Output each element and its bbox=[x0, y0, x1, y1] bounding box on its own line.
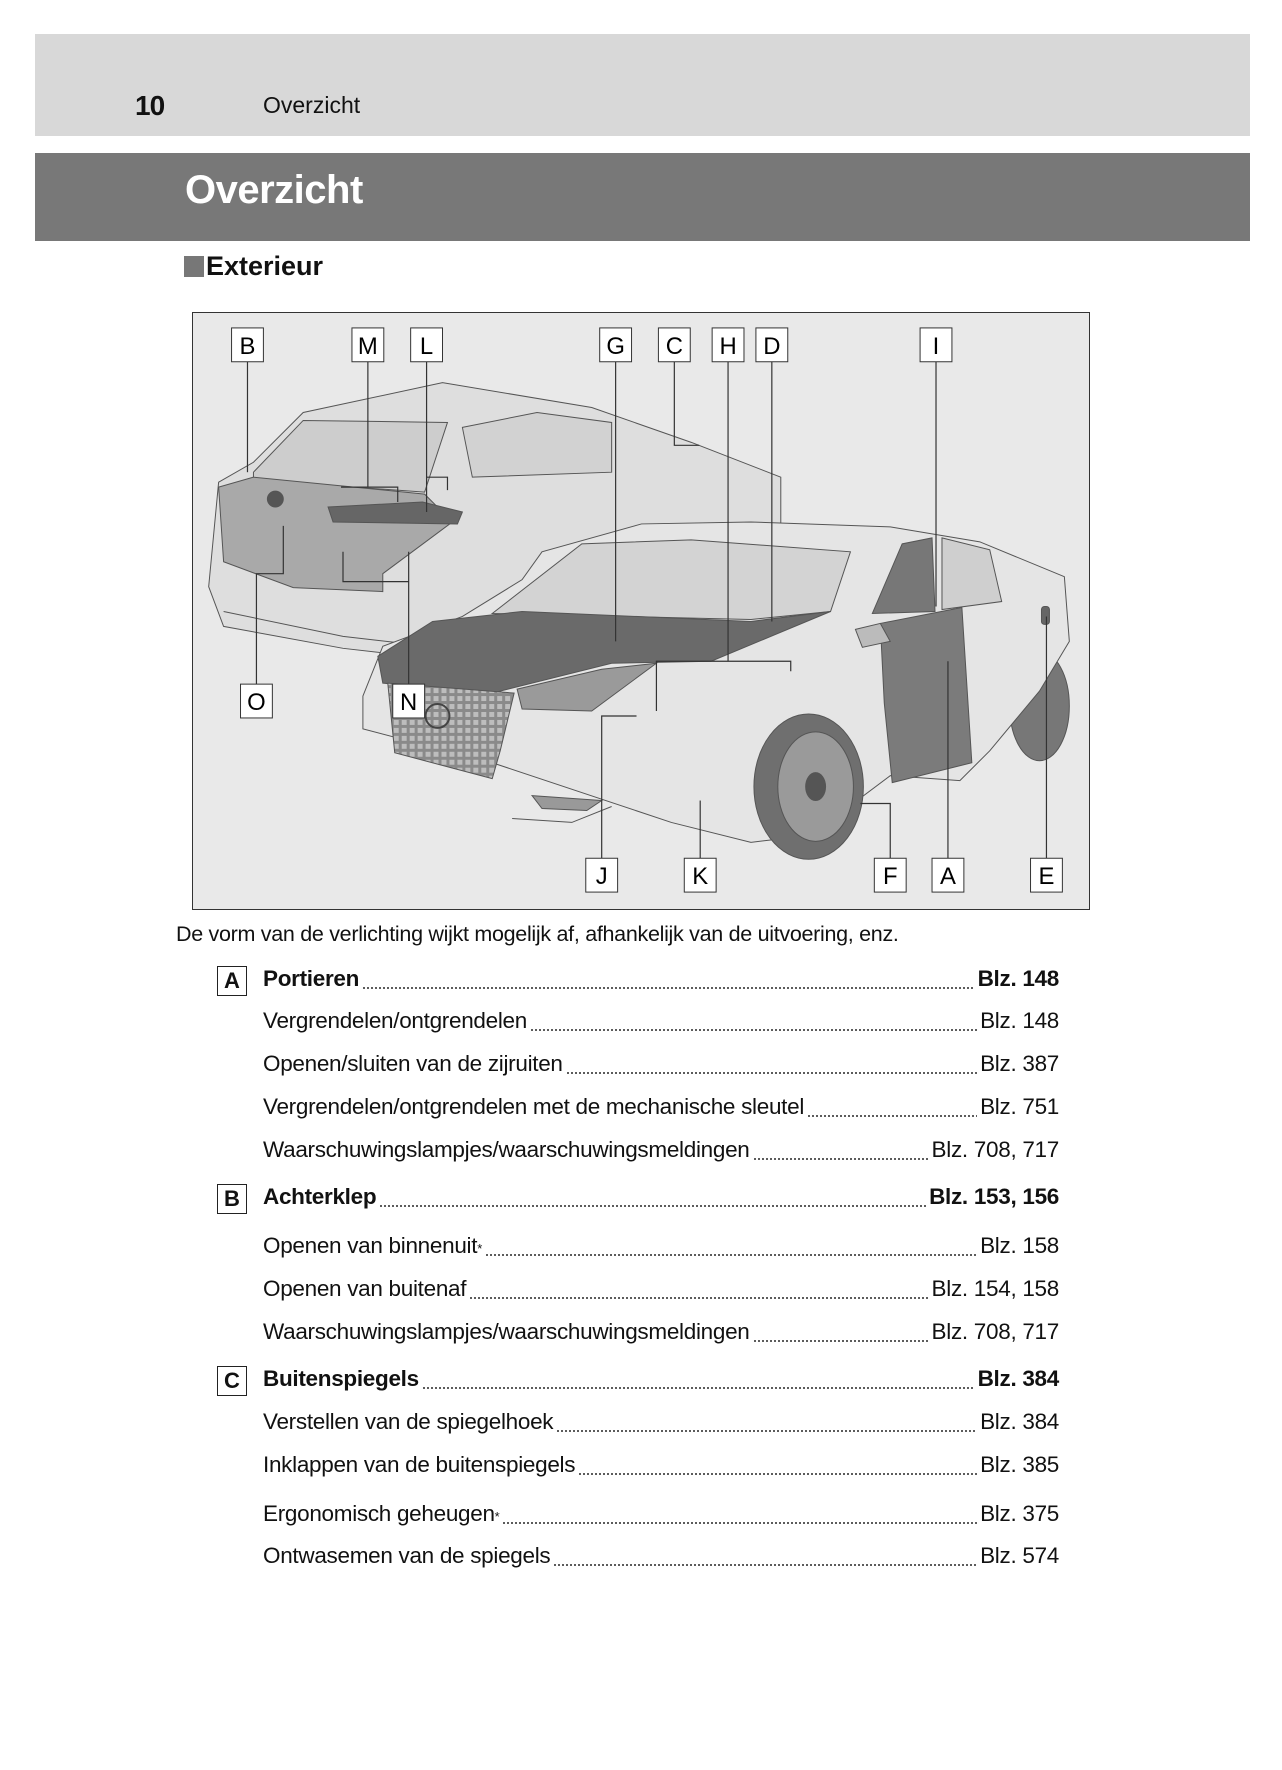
toc-entry[interactable] bbox=[263, 1452, 1059, 1482]
toc-entry[interactable] bbox=[263, 1051, 1059, 1081]
callout-O bbox=[241, 684, 273, 718]
callout-C bbox=[658, 328, 690, 362]
dot-leader bbox=[362, 986, 975, 990]
entry-title: Ontwasemen van de spiegels bbox=[263, 1543, 551, 1568]
page-number: 10 bbox=[135, 90, 165, 121]
callout-D bbox=[756, 328, 788, 362]
svg-text:D: D bbox=[763, 332, 781, 360]
callout-L bbox=[411, 328, 443, 362]
toc-entry[interactable] bbox=[263, 1233, 1059, 1263]
entry-title: Waarschuwingslampjes/waarschuwingsmeldingen bbox=[263, 1137, 750, 1162]
toc-entry[interactable] bbox=[263, 1319, 1059, 1349]
dot-leader bbox=[485, 1253, 977, 1257]
callout-K bbox=[684, 858, 716, 892]
entry-page: Blz. 387 bbox=[980, 1051, 1059, 1076]
svg-text:J: J bbox=[595, 863, 608, 891]
entry-title: Vergrendelen/ontgrendelen met de mechanische sleutel bbox=[263, 1094, 805, 1119]
callout-H bbox=[712, 328, 744, 362]
toc-entry-buitenspiegels[interactable] bbox=[263, 1366, 1059, 1396]
svg-text:E: E bbox=[1038, 863, 1055, 891]
dot-leader bbox=[530, 1028, 977, 1032]
svg-text:M: M bbox=[357, 332, 378, 360]
svg-text:F: F bbox=[882, 863, 898, 891]
dot-leader bbox=[807, 1114, 977, 1118]
entry-title: Portieren bbox=[263, 966, 360, 991]
dot-leader bbox=[469, 1296, 928, 1300]
group-label-a: A bbox=[217, 966, 247, 996]
callout-E bbox=[1031, 858, 1063, 892]
toc-entry[interactable] bbox=[263, 1543, 1059, 1573]
callout-G bbox=[600, 328, 632, 362]
dot-leader bbox=[422, 1386, 975, 1390]
door-shading bbox=[880, 608, 972, 783]
entry-title: Openen van binnenuit bbox=[263, 1233, 478, 1258]
callout-N bbox=[393, 684, 425, 718]
entry-page: Blz. 751 bbox=[980, 1094, 1059, 1119]
subsection-title: Exterieur bbox=[206, 251, 324, 281]
entry-page: Blz. 154, 158 bbox=[931, 1276, 1059, 1301]
dot-leader bbox=[753, 1157, 929, 1161]
entry-page: Blz. 158 bbox=[980, 1233, 1059, 1258]
group-label-c: C bbox=[217, 1366, 247, 1396]
footnote-marker: * bbox=[477, 1241, 482, 1256]
entry-title: Ergonomisch geheugen bbox=[263, 1501, 495, 1526]
entry-page: Blz. 153, 156 bbox=[929, 1184, 1059, 1209]
entry-page: Blz. 708, 717 bbox=[931, 1319, 1059, 1344]
svg-text:C: C bbox=[665, 332, 683, 360]
callout-F bbox=[874, 858, 906, 892]
entry-title: Waarschuwingslampjes/waarschuwingsmeldingen bbox=[263, 1319, 750, 1344]
entry-title: Verstellen van de spiegelhoek bbox=[263, 1409, 554, 1434]
subsection-heading bbox=[184, 251, 323, 282]
dot-leader bbox=[566, 1071, 977, 1075]
dot-leader bbox=[578, 1472, 977, 1476]
svg-text:L: L bbox=[419, 332, 434, 360]
svg-text:O: O bbox=[247, 688, 266, 716]
callout-B bbox=[232, 328, 264, 362]
dot-leader bbox=[753, 1339, 929, 1343]
svg-text:H: H bbox=[719, 332, 737, 360]
entry-page: Blz. 385 bbox=[980, 1452, 1059, 1477]
callout-J bbox=[586, 858, 618, 892]
callout-A bbox=[932, 858, 964, 892]
entry-page: Blz. 384 bbox=[980, 1409, 1059, 1434]
entry-title: Openen van buitenaf bbox=[263, 1276, 467, 1301]
entry-page: Blz. 148 bbox=[980, 1008, 1059, 1033]
running-header-title: Overzicht bbox=[263, 92, 361, 118]
dot-leader bbox=[553, 1563, 977, 1567]
dot-leader bbox=[556, 1429, 977, 1433]
toc-entry[interactable] bbox=[263, 1409, 1059, 1439]
toc-entry-portieren[interactable] bbox=[263, 966, 1059, 996]
entry-title: Vergrendelen/ontgrendelen bbox=[263, 1008, 527, 1033]
page-header-band bbox=[35, 34, 1250, 136]
entry-page: Blz. 574 bbox=[980, 1543, 1059, 1568]
entry-title: Buitenspiegels bbox=[263, 1366, 419, 1391]
svg-text:B: B bbox=[239, 332, 256, 360]
entry-title: Inklappen van de buitenspiegels bbox=[263, 1452, 576, 1477]
page-title: Overzicht bbox=[185, 168, 363, 212]
exterior-illustration bbox=[192, 312, 1090, 910]
toc-entry[interactable] bbox=[263, 1276, 1059, 1306]
entry-page: Blz. 708, 717 bbox=[931, 1137, 1059, 1162]
toc-entry[interactable] bbox=[263, 1094, 1059, 1124]
entry-page: Blz. 384 bbox=[977, 1366, 1059, 1391]
toc-entry[interactable] bbox=[263, 1008, 1059, 1038]
entry-title: Achterklep bbox=[263, 1184, 377, 1209]
callout-M bbox=[352, 328, 384, 362]
toc-entry-achterklep[interactable] bbox=[263, 1184, 1059, 1214]
svg-text:G: G bbox=[606, 332, 625, 360]
footnote-marker: * bbox=[494, 1509, 500, 1524]
dot-leader bbox=[502, 1521, 977, 1525]
svg-text:A: A bbox=[939, 863, 956, 891]
square-bullet-icon bbox=[184, 256, 204, 277]
dot-leader bbox=[379, 1204, 926, 1208]
entry-title: Openen/sluiten van de zijruiten bbox=[263, 1051, 563, 1076]
entry-page: Blz. 375 bbox=[980, 1501, 1059, 1526]
callout-I bbox=[920, 328, 952, 362]
toc-entry[interactable] bbox=[263, 1137, 1059, 1167]
svg-text:N: N bbox=[400, 688, 418, 716]
entry-page: Blz. 148 bbox=[977, 966, 1059, 991]
svg-text:K: K bbox=[692, 863, 709, 891]
figure-caption: De vorm van de verlichting wijkt mogelijk af, afhankelijk van de uitvoering, enz. bbox=[176, 922, 899, 946]
group-label-b: B bbox=[217, 1184, 247, 1214]
svg-text:I: I bbox=[932, 332, 940, 360]
toc-entry[interactable] bbox=[263, 1501, 1059, 1531]
